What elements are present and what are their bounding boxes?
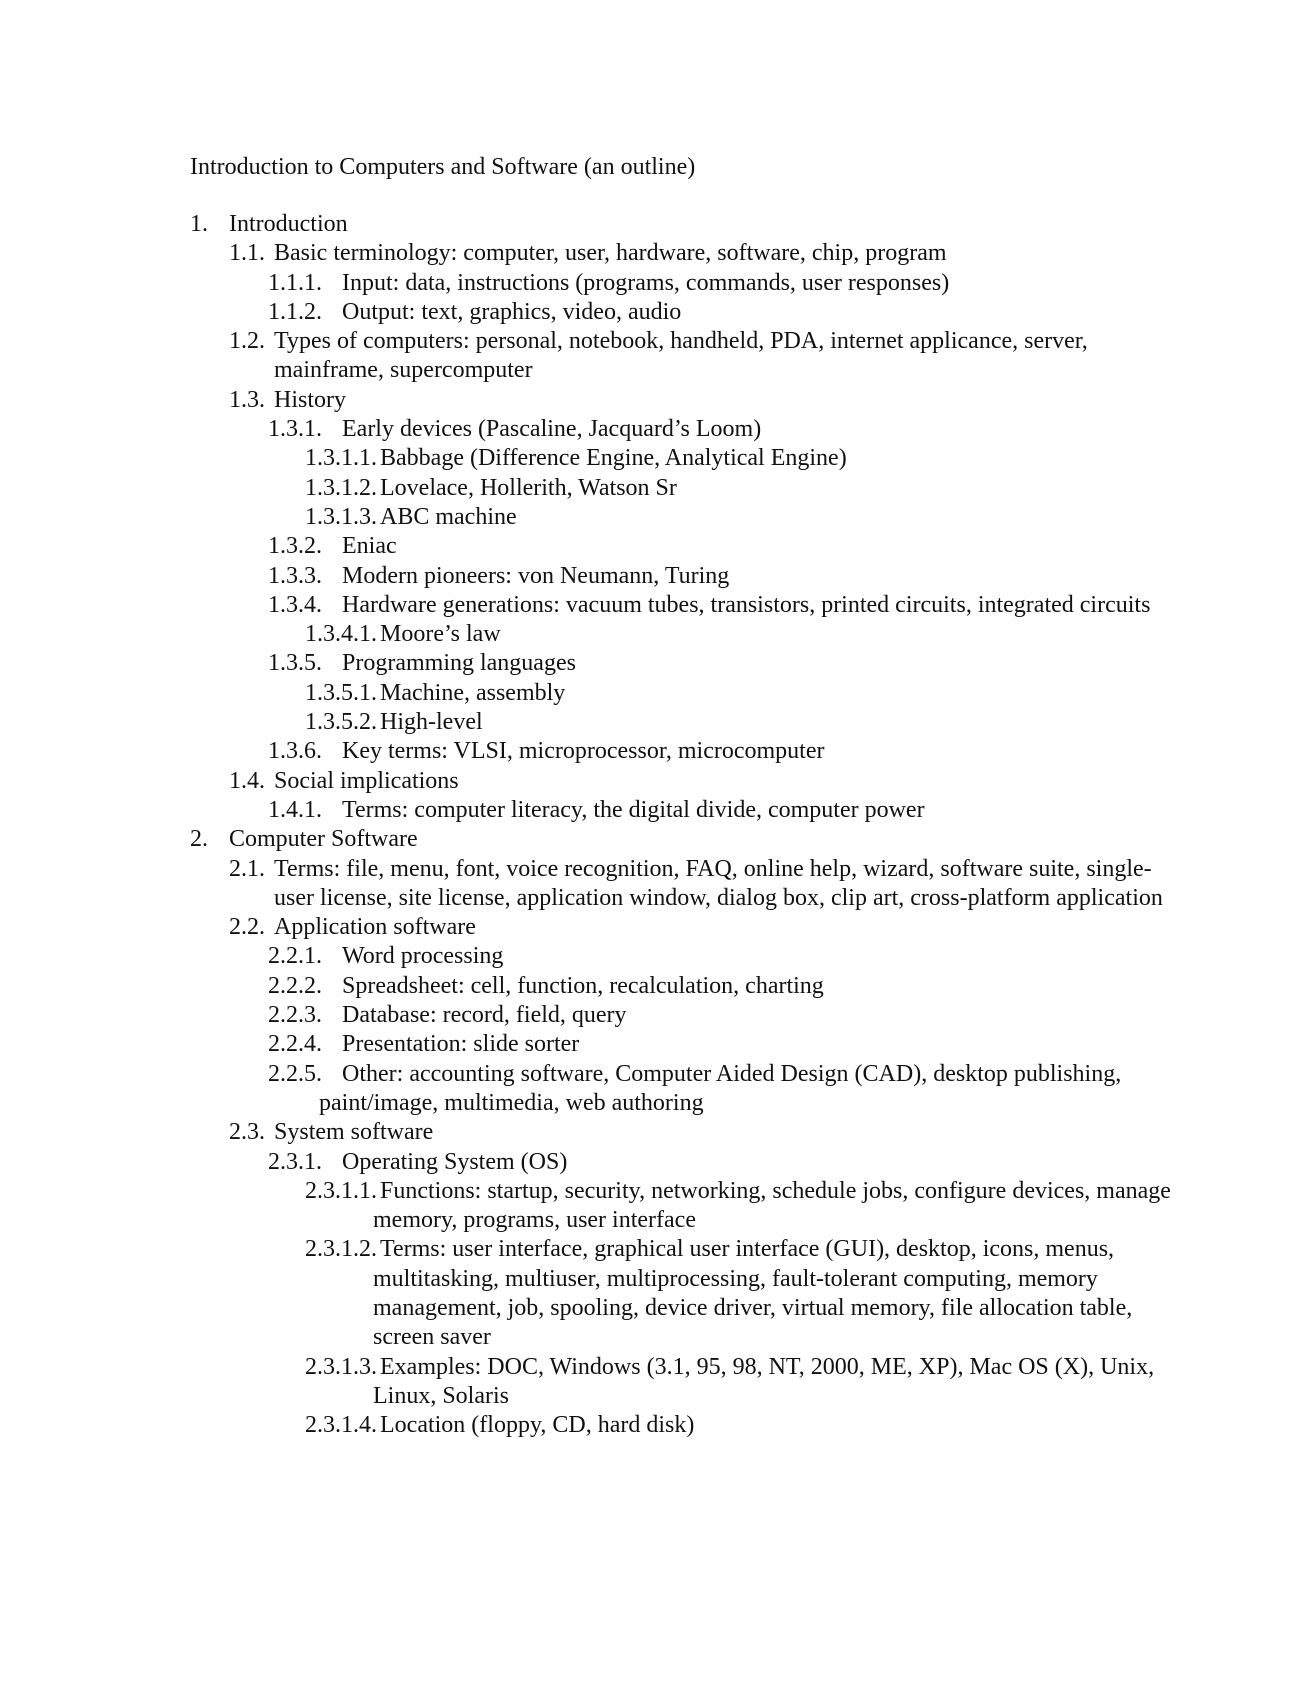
outline-item: [0, 796, 1306, 825]
outline-item-text: Eniac: [342, 533, 397, 560]
outline-item-number: 2.: [190, 826, 208, 853]
outline-item-text: Other: accounting software, Computer Aided Design (CAD), desktop publishing, paint/image, multimedia, web authoring: [319, 1060, 1122, 1116]
outline-item-text: Output: text, graphics, video, audio: [342, 298, 682, 325]
outline-item-number: 2.3.1.3.: [305, 1353, 377, 1380]
outline-item: [0, 298, 1306, 327]
outline-item: [0, 942, 1306, 971]
outline-item-number: 1.3.1.1.: [305, 445, 377, 472]
outline-item-text: Input: data, instructions (programs, commands, user responses): [342, 269, 950, 296]
outline-item-text: Presentation: slide sorter: [342, 1031, 580, 1058]
outline-item-number: 2.3.1.: [268, 1148, 322, 1175]
outline-item-text: Computer Software: [229, 826, 418, 853]
outline-item: [0, 532, 1306, 561]
outline-item: [0, 1148, 1306, 1177]
outline-item: [0, 679, 1306, 708]
outline-item-text: ABC machine: [380, 503, 517, 530]
outline-item: [0, 737, 1306, 766]
outline-item-text: Spreadsheet: cell, function, recalculation, charting: [342, 972, 824, 999]
outline-item-text: Examples: DOC, Windows (3.1, 95, 98, NT, 2000, ME, XP), Mac OS (X), Unix, Linux, Solaris: [373, 1353, 1155, 1409]
outline-item-number: 2.3.1.4.: [305, 1412, 377, 1439]
outline-item-text: Application software: [274, 914, 476, 941]
outline-item: [0, 591, 1306, 620]
outline-item-text: Hardware generations: vacuum tubes, transistors, printed circuits, integrated circuits: [342, 591, 1151, 618]
outline-item: [0, 1235, 1306, 1352]
outline-item-number: 2.3.1.1.: [305, 1177, 377, 1204]
outline-item-number: 1.1.1.: [268, 269, 322, 296]
outline-item-number: 1.3.2.: [268, 533, 322, 560]
outline-item: [0, 239, 1306, 268]
outline-item: [0, 474, 1306, 503]
outline-item-text: Early devices (Pascaline, Jacquard’s Loom): [342, 416, 762, 443]
outline-item: [0, 825, 1306, 854]
outline-item-text: Moore’s law: [380, 621, 501, 648]
outline-item-text: Social implications: [274, 767, 459, 794]
document-title: Introduction to Computers and Software (an outline): [190, 154, 696, 180]
outline-item: [0, 972, 1306, 1001]
outline-item-text: Location (floppy, CD, hard disk): [380, 1412, 695, 1439]
outline-item: [0, 708, 1306, 737]
outline-item-number: 1.3.1.: [268, 416, 322, 443]
outline-item-number: 1.3.: [229, 386, 265, 413]
outline-item: [0, 386, 1306, 415]
outline-item-number: 1.2.: [229, 328, 265, 355]
outline-item-text: Machine, assembly: [380, 679, 566, 706]
outline-item-number: 2.3.: [229, 1119, 265, 1146]
outline-item: [0, 269, 1306, 298]
outline-item-number: 1.4.: [229, 767, 265, 794]
outline-item-text: Lovelace, Hollerith, Watson Sr: [380, 474, 677, 501]
outline-item-number: 1.1.: [229, 240, 265, 267]
outline-item-number: 1.3.6.: [268, 738, 322, 765]
outline-item: [0, 415, 1306, 444]
outline-item-text: History: [274, 386, 346, 413]
outline-item-number: 1.3.1.3.: [305, 503, 377, 530]
outline-item: [0, 1001, 1306, 1030]
outline-item: [0, 1177, 1306, 1236]
outline-item: [0, 1030, 1306, 1059]
outline-item-text: Babbage (Difference Engine, Analytical Engine): [380, 445, 847, 472]
outline-item-number: 1.3.4.1.: [305, 621, 377, 648]
outline-item-text: Types of computers: personal, notebook, handheld, PDA, internet applicance, server, mainframe, supercomputer: [274, 328, 1088, 384]
outline-item-text: Database: record, field, query: [342, 1002, 627, 1029]
outline-item-text: Word processing: [342, 943, 504, 970]
outline-item: [0, 503, 1306, 532]
outline-item-text: Operating System (OS): [342, 1148, 568, 1175]
outline-item: [0, 649, 1306, 678]
outline-item: [0, 444, 1306, 473]
outline-item-text: Terms: file, menu, font, voice recognition, FAQ, online help, wizard, software suite, single-user license, site license, application window, dialog box, clip art, cross-platform application: [274, 855, 1163, 911]
outline-item: [0, 327, 1306, 386]
outline-item-number: 2.2.: [229, 914, 265, 941]
outline-item-text: Key terms: VLSI, microprocessor, microcomputer: [342, 738, 825, 765]
outline-item-text: Programming languages: [342, 650, 576, 677]
outline-item-number: 2.2.1.: [268, 943, 322, 970]
outline-item: [0, 620, 1306, 649]
outline-item-text: Terms: computer literacy, the digital divide, computer power: [342, 796, 925, 823]
outline-item: [0, 855, 1306, 914]
outline-item-number: 1.: [190, 211, 208, 237]
outline-item-text: Introduction: [229, 211, 348, 237]
outline-item: [0, 1353, 1306, 1412]
outline-item-text: Modern pioneers: von Neumann, Turing: [342, 562, 730, 589]
outline-item-number: 2.2.2.: [268, 972, 322, 999]
outline-item: [0, 1118, 1306, 1147]
outline-item-number: 2.1.: [229, 855, 265, 882]
outline-item-number: 2.2.3.: [268, 1002, 322, 1029]
outline-item-number: 2.3.1.2.: [305, 1236, 377, 1263]
outline-item-number: 1.3.1.2.: [305, 474, 377, 501]
outline-item-text: Terms: user interface, graphical user interface (GUI), desktop, icons, menus, multitasking, multiuser, multiprocessing, fault-tolerant computing, memory management, job, spooling, device driver, virtual memory, file allocation table, screen saver: [373, 1236, 1133, 1351]
outline-item: [0, 562, 1306, 591]
outline-item: [0, 767, 1306, 796]
outline-item-number: 1.3.5.2.: [305, 709, 377, 736]
outline-item-number: 2.2.5.: [268, 1060, 322, 1087]
outline-item-number: 1.4.1.: [268, 796, 322, 823]
outline-item-number: 1.3.4.: [268, 591, 322, 618]
outline-item-number: 1.1.2.: [268, 298, 322, 325]
outline-list: [0, 210, 1306, 1440]
outline-item-text: System software: [274, 1119, 434, 1146]
outline-item-text: High-level: [380, 709, 483, 736]
outline-item: [0, 1411, 1306, 1440]
outline-item-number: 1.3.3.: [268, 562, 322, 589]
outline-item-text: Functions: startup, security, networking, schedule jobs, configure devices, manage memory, programs, user interface: [373, 1177, 1171, 1234]
outline-item-text: Basic terminology: computer, user, hardware, software, chip, program: [274, 240, 947, 267]
outline-item-number: 2.2.4.: [268, 1031, 322, 1058]
outline-item-number: 1.3.5.1.: [305, 679, 377, 706]
outline-item: [0, 1060, 1306, 1119]
outline-item: [0, 210, 1306, 239]
outline-item: [0, 913, 1306, 942]
outline-item-number: 1.3.5.: [268, 650, 322, 677]
